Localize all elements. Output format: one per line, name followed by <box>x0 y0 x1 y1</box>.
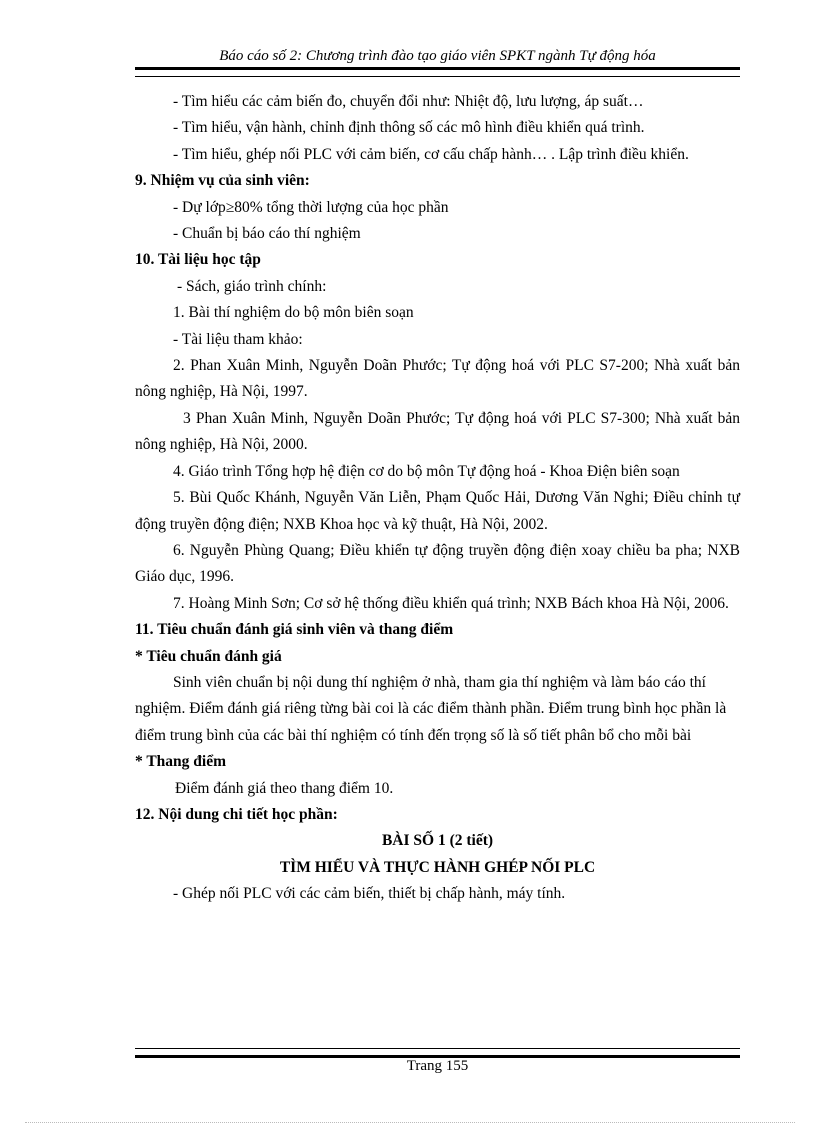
list-item: - Tìm hiểu, ghép nối PLC với cảm biến, cơ cấu chấp hành… . Lập trình điều khiển. <box>173 145 689 163</box>
reference-item: 6. Nguyễn Phùng Quang; Điều khiển tự động truyền động điện xoay chiều ba pha; NXB Giáo dục, 1996. <box>135 541 740 586</box>
main-books-label: - Sách, giáo trình chính: <box>177 277 327 295</box>
scale-text: Điểm đánh giá theo thang điểm 10. <box>175 779 394 797</box>
section-12-heading: 12. Nội dung chi tiết học phần: <box>135 805 338 823</box>
reference-item: 5. Bùi Quốc Khánh, Nguyễn Văn Liễn, Phạm Quốc Hải, Dương Văn Nghi; Điều chỉnh tự động truyền động điện; NXB Khoa học và kỹ thuật, Hà Nội, 2002. <box>135 489 740 533</box>
reference-item: 2. Phan Xuân Minh, Nguyễn Doãn Phước; Tự động hoá với PLC S7-200; Nhà xuất bản nông nghiệp, Hà Nội, 1997. <box>135 357 740 401</box>
reference-item: 4. Giáo trình Tổng hợp hệ điện cơ do bộ môn Tự động hoá - Khoa Điện biên soạn <box>173 462 680 480</box>
lesson-item: - Ghép nối PLC với các cảm biến, thiết bị chấp hành, máy tính. <box>173 885 566 903</box>
header-rule <box>135 67 740 77</box>
page-number: Trang 155 <box>406 1058 469 1074</box>
scale-heading: * Thang điểm <box>135 753 227 771</box>
list-item: - Tìm hiểu các cảm biến đo, chuyển đổi như: Nhiệt độ, lưu lượng, áp suất… <box>173 93 644 110</box>
list-item: - Tìm hiểu, vận hành, chỉnh định thông số các mô hình điều khiển quá trình. <box>173 119 645 137</box>
lesson-title: BÀI SỐ 1 (2 tiết) <box>381 832 494 850</box>
criteria-text: Sinh viên chuẩn bị nội dung thí nghiệm ở nhà, tham gia thí nghiệm và làm báo cáo thí nghiệm. Điểm đánh giá riêng từng bài coi là các điểm thành phần. Điểm trung bình học phần là điểm trung bình của các bài thí nghiệm có tính đến trọng số là số tiết phân bổ cho mỗi bài <box>135 673 727 744</box>
references-label: - Tài liệu tham khảo: <box>173 330 303 348</box>
page-header: Báo cáo số 2: Chương trình đào tạo giáo viên SPKT ngành Tự động hóa <box>219 48 656 64</box>
reference-item: 3 Phan Xuân Minh, Nguyễn Doãn Phước; Tự động hoá với PLC S7-300; Nhà xuất bản nông nghiệp, Hà Nội, 2000. <box>135 409 740 454</box>
lesson-subtitle: TÌM HIỂU VÀ THỰC HÀNH GHÉP NỐI PLC <box>279 858 596 876</box>
section-11-heading: 11. Tiêu chuẩn đánh giá sinh viên và thang điểm <box>135 621 454 639</box>
reference-item: 7. Hoàng Minh Sơn; Cơ sở hệ thống điều khiển quá trình; NXB Bách khoa Hà Nội, 2006. <box>173 594 729 612</box>
section-9-heading: 9. Nhiệm vụ của sinh viên: <box>135 172 310 190</box>
document-body <box>135 89 740 908</box>
footer-rule <box>135 1048 740 1058</box>
criteria-heading: * Tiêu chuẩn đánh giá <box>135 647 282 665</box>
reference-item: 1. Bài thí nghiệm do bộ môn biên soạn <box>173 304 414 322</box>
list-item: - Dự lớp≥80% tổng thời lượng của học phần <box>173 198 449 216</box>
section-10-heading: 10. Tài liệu học tập <box>135 251 261 269</box>
list-item: - Chuẩn bị báo cáo thí nghiệm <box>173 225 361 243</box>
